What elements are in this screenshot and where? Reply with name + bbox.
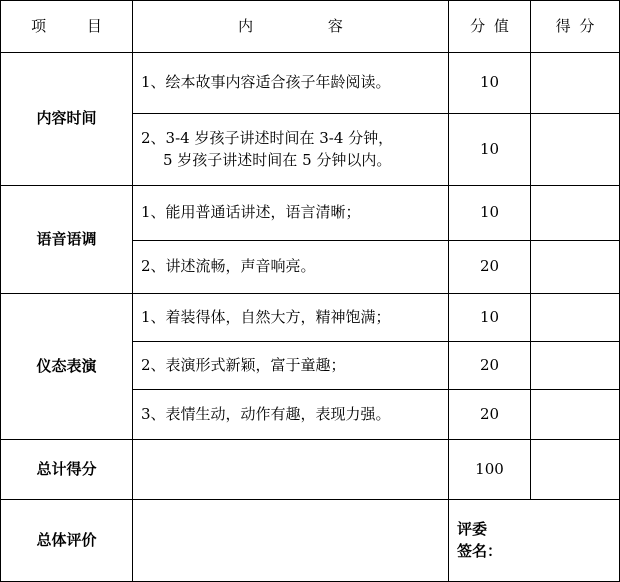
judge-label-line1: 评委 bbox=[457, 519, 488, 538]
criteria-text: 1、能用普通话讲述，语言清晰； bbox=[141, 203, 361, 222]
score-entry-cell[interactable] bbox=[531, 114, 620, 186]
table-row bbox=[1, 53, 620, 114]
total-points: 100 bbox=[449, 440, 531, 500]
total-row bbox=[1, 440, 620, 500]
category-cell: 语音语调 bbox=[1, 186, 133, 294]
score-entry-cell[interactable] bbox=[531, 342, 620, 390]
criteria-text: 3、表情生动，动作有趣，表现力强。 bbox=[141, 404, 391, 423]
table-row bbox=[1, 186, 620, 241]
total-label: 总计得分 bbox=[1, 440, 133, 500]
criteria-text: 2、3-4 岁孩子讲述时间在 3-4 分钟， bbox=[141, 128, 394, 147]
header-points: 分 值 bbox=[449, 1, 531, 53]
criteria-text: 2、讲述流畅，声音响亮。 bbox=[141, 257, 316, 276]
criteria-text: 1、绘本故事内容适合孩子年龄阅读。 bbox=[141, 73, 391, 92]
criteria-cell bbox=[133, 53, 449, 114]
overall-comment-cell[interactable] bbox=[133, 500, 449, 582]
points-cell: 10 bbox=[449, 294, 531, 342]
criteria-cell bbox=[133, 342, 449, 390]
header-row bbox=[1, 1, 620, 53]
score-entry-cell[interactable] bbox=[531, 390, 620, 440]
category-cell: 仪态表演 bbox=[1, 294, 133, 440]
score-entry-cell[interactable] bbox=[531, 241, 620, 294]
criteria-cell bbox=[133, 390, 449, 440]
points-cell: 10 bbox=[449, 114, 531, 186]
points-cell: 20 bbox=[449, 390, 531, 440]
points-cell: 10 bbox=[449, 53, 531, 114]
score-entry-cell[interactable] bbox=[531, 53, 620, 114]
criteria-text: 1、着装得体，自然大方，精神饱满； bbox=[141, 307, 391, 326]
total-content-cell bbox=[133, 440, 449, 500]
criteria-cell bbox=[133, 114, 449, 186]
criteria-cell bbox=[133, 241, 449, 294]
total-score-entry-cell[interactable] bbox=[531, 440, 620, 500]
criteria-text: 2、表演形式新颖，富于童趣； bbox=[141, 355, 346, 374]
header-content: 内 容 bbox=[133, 1, 449, 53]
criteria-cell bbox=[133, 294, 449, 342]
score-entry-cell[interactable] bbox=[531, 186, 620, 241]
judge-signature-cell[interactable] bbox=[449, 500, 620, 582]
category-cell: 内容时间 bbox=[1, 53, 133, 186]
header-item: 项 目 bbox=[1, 1, 133, 53]
overall-row bbox=[1, 500, 620, 582]
judge-label-line2: 签名： bbox=[457, 541, 503, 560]
score-entry-cell[interactable] bbox=[531, 294, 620, 342]
criteria-cell bbox=[133, 186, 449, 241]
points-cell: 10 bbox=[449, 186, 531, 241]
points-cell: 20 bbox=[449, 342, 531, 390]
points-cell: 20 bbox=[449, 241, 531, 294]
overall-label: 总体评价 bbox=[1, 500, 133, 582]
header-score: 得 分 bbox=[531, 1, 620, 53]
criteria-text: 5 岁孩子讲述时间在 5 分钟以内。 bbox=[163, 150, 392, 169]
table-row bbox=[1, 294, 620, 342]
